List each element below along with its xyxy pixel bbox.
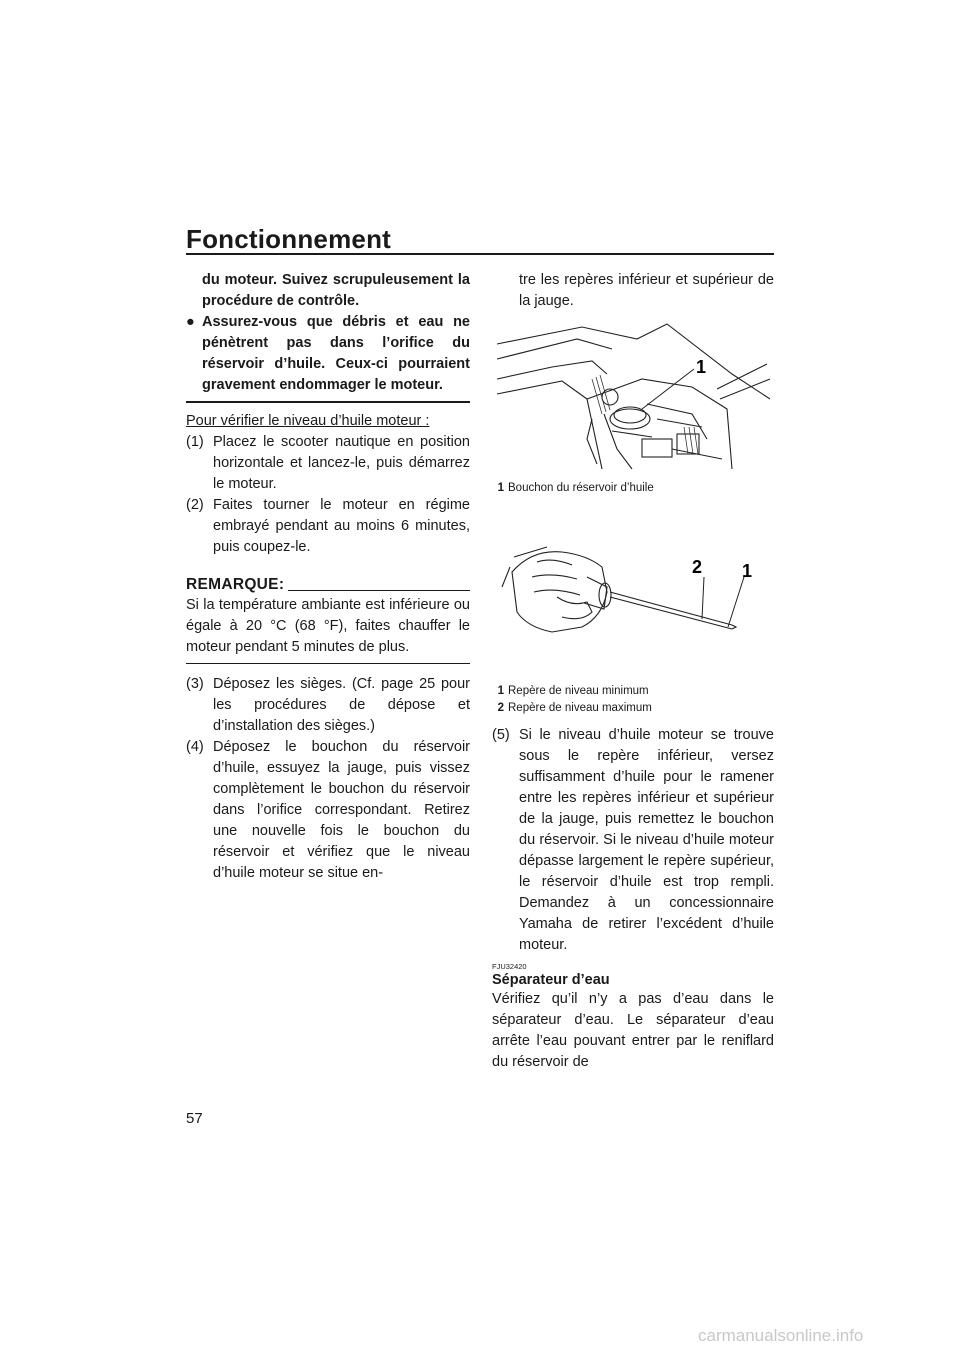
step-4-continuation: tre les repères inférieur et supérieur de la jauge.: [519, 272, 774, 309]
remarque-title: REMARQUE:: [186, 576, 285, 593]
step-text: Faites tourner le moteur en régime embrayé pendant au moins 6 minutes, puis coupez-le.: [213, 497, 470, 555]
left-column: [186, 270, 470, 884]
section-text: Vérifiez qu’il n’y a pas d’eau dans le séparateur d’eau. Le séparateur d’eau arrête l’eau pouvant entrer par le reniflard du réservoir de: [492, 991, 774, 1070]
caption-line: 1 Repère de niveau minimum: [497, 685, 649, 697]
right-column: [492, 270, 774, 1073]
step-4: [186, 737, 470, 884]
callout-1: 1: [696, 357, 707, 377]
step-number: (1): [186, 434, 204, 450]
figure1-caption: 1 Bouchon du réservoir d’huile: [497, 482, 654, 494]
remarque-heading: [186, 574, 470, 595]
engine-compartment-drawing: [492, 319, 774, 474]
step-1: [186, 432, 470, 495]
step-number: (2): [186, 497, 204, 513]
step-text: Déposez le bouchon du réservoir d’huile, essuyez la jauge, puis vissez complètement le bouchon du réservoir dans l’orifice correspondant. Retirez une nouvelle fois le bouchon du réservoir et vérifiez que le niveau d’huile moteur se situe en-: [213, 739, 470, 881]
page-number: 57: [186, 1110, 203, 1127]
step-number: (5): [492, 727, 510, 743]
watermark-text: carmanualsonline.info: [698, 1326, 864, 1345]
callout-2: 2: [692, 557, 703, 577]
step-5: [492, 725, 774, 956]
caption-line: 2 Repère de niveau maximum: [497, 702, 652, 714]
warning-continuation: du moteur. Suivez scrupuleusement la procédure de contrôle.: [202, 272, 470, 309]
step-text: Placez le scooter nautique en position horizontale et lancez-le, puis démarrez le moteur.: [213, 434, 470, 492]
dipstick-illustration: [492, 537, 774, 677]
step-text: Déposez les sièges. (Cf. page 25 pour les procédures de dépose et d’installation des sièges.): [213, 676, 470, 734]
section-title: Séparateur d’eau: [492, 972, 610, 988]
warning-bullet-text: Assurez-vous que débris et eau ne pénètrent pas dans l’orifice du réservoir d’huile. Ceux-ci pourraient gravement endommager le moteur.: [202, 314, 470, 393]
section-code: FJU32420: [492, 962, 527, 971]
remarque-text: Si la température ambiante est inférieure ou égale à 20 °C (68 °F), faites chauffer le moteur pendant 5 minutes de plus.: [186, 597, 470, 655]
step-3: [186, 674, 470, 737]
remarque-box: [186, 595, 470, 664]
dipstick-drawing: [492, 537, 774, 677]
oil-cap-illustration: [492, 319, 774, 474]
step-number: (3): [186, 676, 204, 692]
step-2: [186, 495, 470, 558]
header-rule: [186, 253, 774, 255]
callout-1b: 1: [742, 561, 753, 581]
page-title: Fonctionnement: [186, 224, 392, 254]
warning-bullet: [186, 312, 470, 403]
step-number: (4): [186, 739, 204, 755]
figure2-caption: [492, 683, 774, 717]
procedure-title: Pour vérifier le niveau d’huile moteur :: [186, 413, 430, 429]
remarque-rule: [288, 590, 470, 591]
bullet-icon: ●: [186, 314, 195, 330]
step-text: Si le niveau d’huile moteur se trouve sous le repère inférieur, versez suffisamment d’huile pour le ramener entre les repères inférieur et supérieur de la jauge, puis remettez le bouchon du réservoir. Si le niveau d’huile moteur dépasse largement le repère supérieur, le réservoir d’huile est trop rempli. Demandez à un concessionnaire Yamaha de retirer l’excédent d’huile moteur.: [519, 727, 774, 953]
